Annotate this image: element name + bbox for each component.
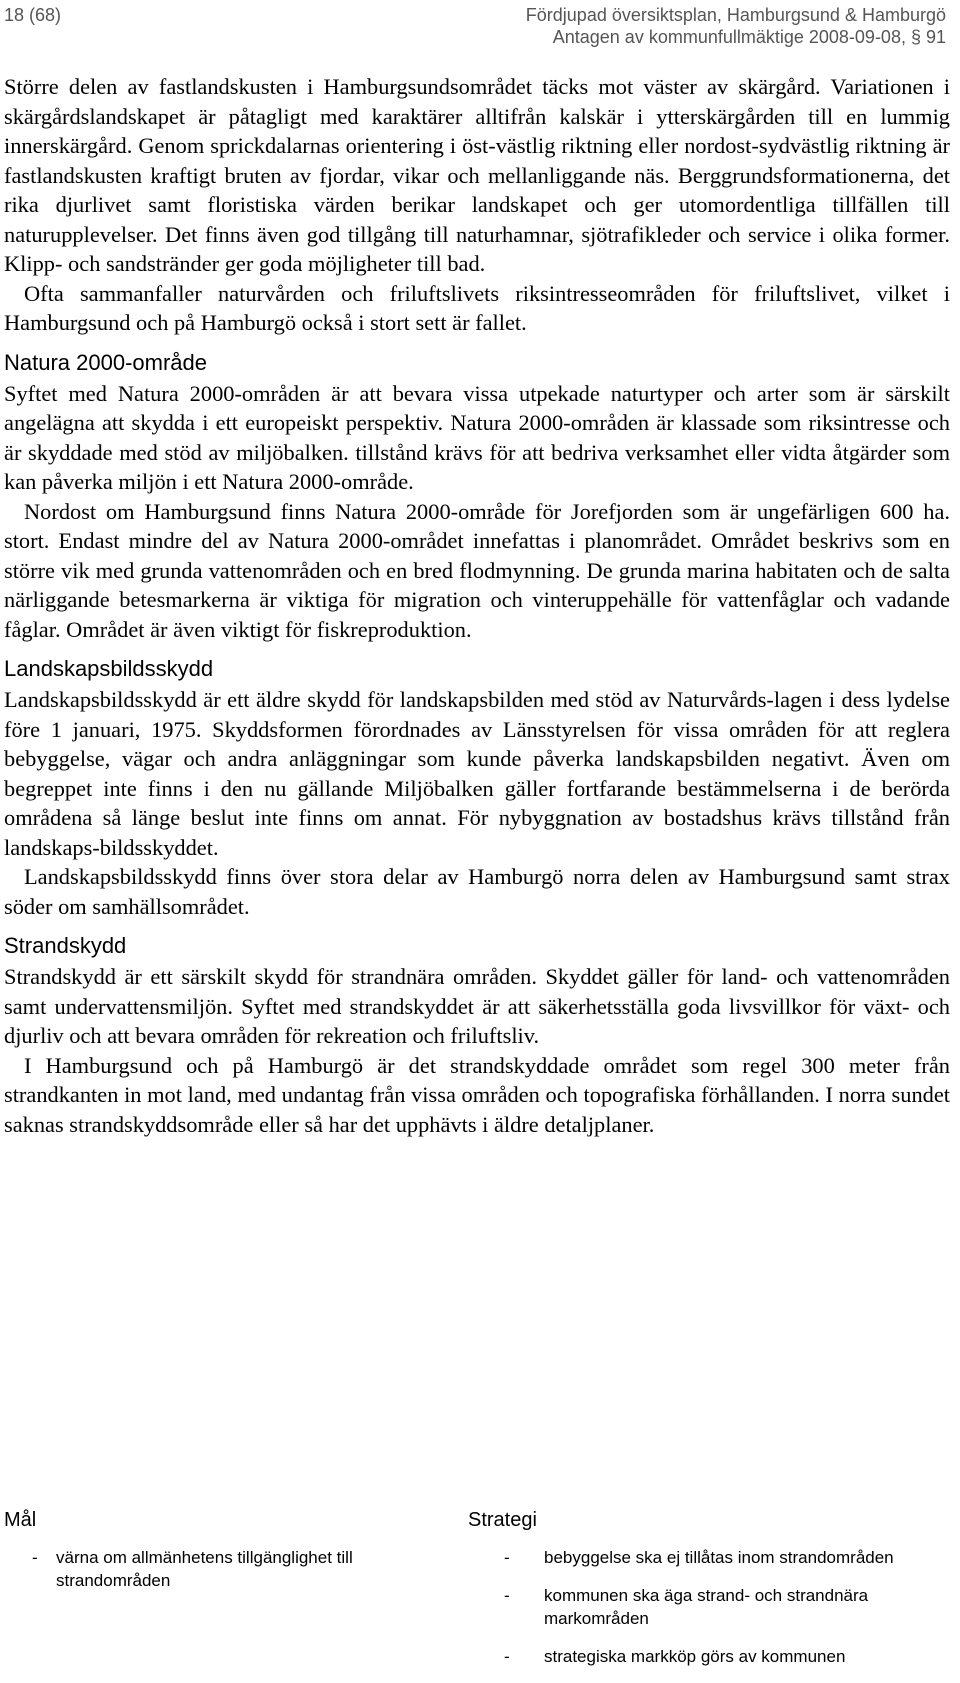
running-header xyxy=(526,4,946,48)
intro-paragraph-2: Ofta sammanfaller naturvården och friluftslivets riksintresseområden för friluftslivet, vilket i Hamburgsund och på Hamburgö också i stort sett är fallet. xyxy=(4,280,950,335)
running-header-subtitle: Antagen av kommunfullmäktige 2008-09-08, § 91 xyxy=(552,27,946,47)
strand-paragraph-2: I Hamburgsund och på Hamburgö är det strandskyddade området som regel 300 meter från strandkanten in mot land, med undantag från vissa områden och topografiska förhållanden. I norra sundet saknas strandskyddsområde eller så har det upphävts i äldre detaljplaner. xyxy=(4,1052,950,1137)
landskap-paragraph-2: Landskapsbildsskydd finns över stora delar av Hamburgö norra delen av Hamburgsund samt strax söder om samhällsområdet. xyxy=(4,864,950,919)
strategy-item-text: strategiska markköp görs av kommunen xyxy=(544,1647,846,1666)
list-dash: - xyxy=(504,1647,510,1666)
landskap-paragraph-1: Landskapsbildsskydd är ett äldre skydd för landskapsbilden med stöd av Naturvårds-lagen i dess lydelse före 1 januari, 1975. Skyddsformen förordnades av Länsstyrelsen för vissa områden för att reglera bebyggelse, vägar och andra anläggningar som kunde påverka landskapsbilden negativt. Även om begreppet inte finns i den nu gällande Miljöbalken gäller fortfarande bestämmelserna i de berörda områdena så länge beslut inte finns om annat. För nybyggnation av bostadshus krävs tillstånd från landskaps-bildsskyddet. xyxy=(4,687,950,860)
strand-heading: Strandskydd xyxy=(4,933,127,958)
goal-item-text: värna om allmänhetens tillgänglighet till strandområden xyxy=(56,1548,353,1590)
natura-paragraph-1: Syftet med Natura 2000-områden är att bevara vissa utpekade naturtyper och arter som är särskilt angelägna att skydda i ett europeiskt perspektiv. Natura 2000-områden är klassade som riksintresse och är skyddade med stöd av miljöbalken. tillstånd krävs för att bedriva verksamhet eller vidta åtgärder som kan påverka miljön i ett Natura 2000-område. xyxy=(4,380,950,494)
list-dash: - xyxy=(504,1548,510,1567)
goal-item xyxy=(4,1546,444,1592)
goals-heading: Mål xyxy=(4,1509,37,1531)
list-dash: - xyxy=(504,1586,510,1605)
list-dash: - xyxy=(32,1548,38,1567)
natura-heading: Natura 2000-område xyxy=(4,349,208,375)
strategy-item-text: kommunen ska äga strand- och strandnära markområden xyxy=(544,1586,869,1628)
body-text xyxy=(4,72,950,1139)
strategy-item-text: bebyggelse ska ej tillåtas inom strandområden xyxy=(544,1548,894,1567)
strategy-column xyxy=(468,1508,948,1683)
strand-paragraph-1: Strandskydd är ett särskilt skydd för strandnära områden. Skyddet gäller för land- och vattenområden samt undervattensmiljön. Syftet med strandskyddet är att säkerhetsställa goda livsvillkor för växt- och djurliv och att bevara områden för rekreation och friluftsliv. xyxy=(4,964,950,1048)
goals-column xyxy=(4,1508,444,1607)
natura-paragraph-2: Nordost om Hamburgsund finns Natura 2000-område för Jorefjorden som är ungefärligen 600 ha. stort. Endast mindre del av Natura 2000-området innefattas i planområdet. Området beskrivs som en större vik med grunda vattenområden och en bred flodmynning. De grunda marina habitaten och de salta närliggande betesmarkerna är viktiga för migration och vinteruppehälle för vattenfåglar och vadande fåglar. Området är även viktigt för fiskreproduktion. xyxy=(4,498,950,642)
strategy-item xyxy=(468,1584,948,1630)
strategy-item xyxy=(468,1546,948,1569)
intro-paragraph-1: Större delen av fastlandskusten i Hamburgsundsområdet täcks mot väster av skärgård. Variationen i skärgårdslandskapet är påtagligt med karaktärer alltifrån kalskär i ytterskärgården till en lummig innerskärgård. Genom sprickdalarnas orientering i öst-västlig riktning eller nordost-sydvästlig riktning är fastlandskusten kraftigt bruten av fjordar, vikar och mellanliggande näs. Berggrundsformationerna, det rika djurlivet samt floristiska värden berikar landskapet och ger utomordentliga tillfällen till naturupplevelser. Det finns även god tillgång till naturhamnar, sjötrafikleder och service i olika former. Klipp- och sandstränder ger goda möjligheter till bad. xyxy=(4,74,950,276)
running-header-title: Fördjupad översiktsplan, Hamburgsund & Hamburgö xyxy=(525,5,946,25)
page-number: 18 (68) xyxy=(4,5,62,25)
strategy-heading: Strategi xyxy=(468,1509,537,1531)
landskap-heading: Landskapsbildsskydd xyxy=(4,656,214,681)
strategy-item xyxy=(468,1645,948,1668)
